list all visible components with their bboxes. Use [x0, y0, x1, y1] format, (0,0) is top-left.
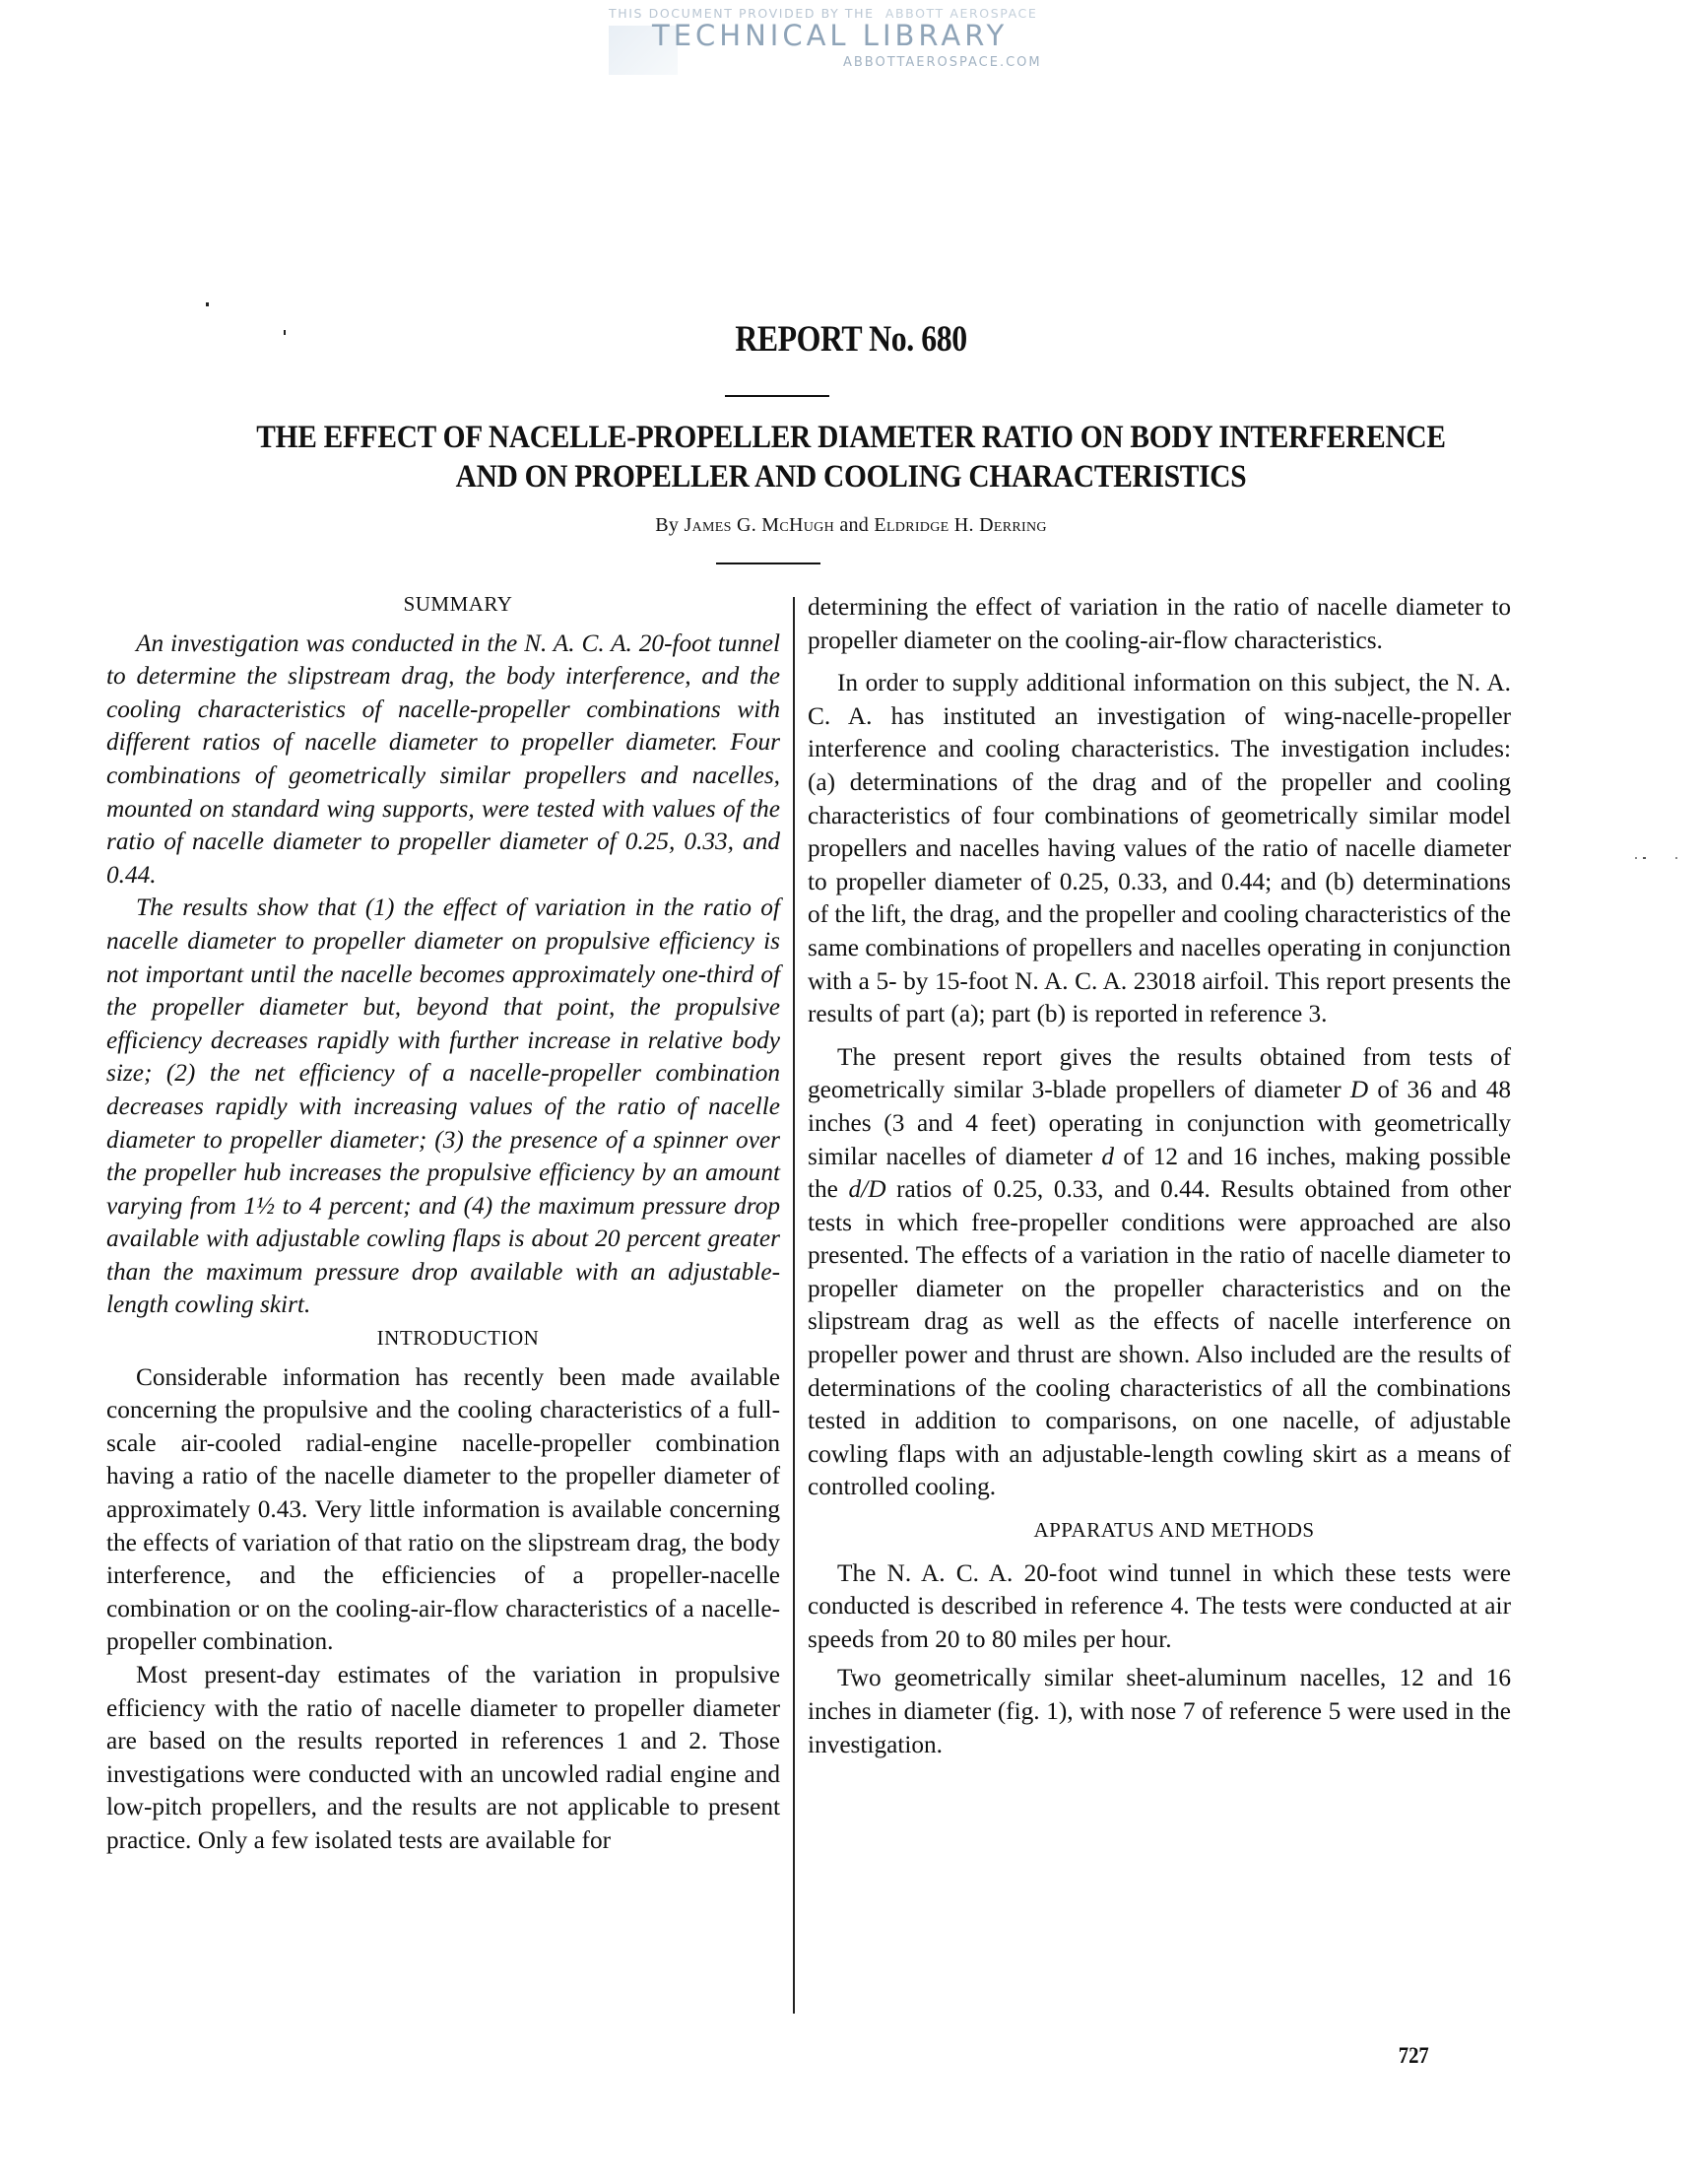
left-column	[106, 588, 780, 1858]
watermark-url: ABBOTTAEROSPACE.COM	[843, 55, 1042, 70]
column-divider	[793, 597, 795, 2014]
page-number: 727	[1398, 2043, 1429, 2068]
introduction-heading: INTRODUCTION	[376, 1326, 540, 1351]
introduction-continued-paragraph: determining the effect of variation in the ratio of nacelle diameter to propeller diameter on the cooling-air-flow characteristics.	[808, 593, 1511, 654]
apparatus-paragraph-1: The N. A. C. A. 20-foot wind tunnel in which these tests were conducted is described in reference 4. The tests were conducted at air speeds from 20 to 80 miles per hour.	[808, 1558, 1511, 1653]
watermark-provided-by: THIS DOCUMENT PROVIDED BY THE ABBOTT AEROSPACE	[609, 6, 1038, 21]
scan-speck	[1635, 857, 1637, 859]
author-2: Eldridge H. Derring	[874, 514, 1047, 536]
apparatus-paragraph-2: Two geometrically similar sheet-aluminum nacelles, 12 and 16 inches in diameter (fig. 1), with nose 7 of reference 5 were used in the investigation.	[808, 1664, 1511, 1758]
introduction-paragraph-3: In order to supply additional information on this subject, the N. A. C. A. has instituted an investigation of wing-nacelle-propeller interference and cooling characteristics. The investigation includes: (a) determinations of the drag and of the propeller and cooling characteristics of four combinations of geometrically similar model propellers and nacelles having values of the ratio of nacelle diameter to propeller diameter of 0.25, 0.33, and 0.44; and (b) determinations of the lift, the drag, and the propeller and cooling characteristics of the same combinations of propellers and nacelles operating in conjunction with a 5- by 15-foot N. A. C. A. 23018 airfoil. This report presents the results of part (a); part (b) is reported in reference 3.	[808, 669, 1511, 1028]
header-rule-top	[725, 395, 829, 397]
byline: By James G. McHugh and Eldridge H. Derring	[655, 514, 1047, 536]
scan-speck	[1675, 857, 1677, 859]
scan-speck	[206, 302, 209, 306]
summary-paragraph-1: An investigation was conducted in the N. A. C. A. 20-foot tunnel to determine the slipstream drag, the body interference, and the cooling characteristics of nacelle-propeller combinations with different ratios of nacelle diameter to propeller diameter. Four combinations of geometrically similar propellers and nacelles, mounted on standard wing supports, were tested with values of the ratio of nacelle diameter to propeller diameter of 0.25, 0.33, and 0.44.	[106, 629, 780, 889]
title-line-1: THE EFFECT OF NACELLE-PROPELLER DIAMETER RATIO ON BODY INTERFERENCE	[256, 420, 1446, 455]
header-rule-bottom	[716, 563, 820, 564]
watermark-technical-library: TECHNICAL LIBRARY	[652, 19, 1009, 52]
introduction-paragraph-2: Most present-day estimates of the variation in propulsive efficiency with the ratio of nacelle diameter to propeller diameter are based on the results reported in references 1 and 2. Those investigations were conducted with an uncowled radial engine and low-pitch propellers, and the results are not applicable to present practice. Only a few isolated tests are available for	[106, 1661, 780, 1854]
summary-paragraph-2: The results show that (1) the effect of variation in the ratio of nacelle diameter to propeller diameter on propulsive efficiency is not important until the nacelle becomes approximately one-third of the propeller diameter but, beyond that point, the propulsive efficiency decreases rapidly with further increase in relative body size; (2) the net efficiency of a nacelle-propeller combination decreases rapidly with increasing values of the ratio of nacelle diameter to propeller diameter; (3) the presence of a spinner over the propeller hub increases the propulsive efficiency by an amount varying from 1½ to 4 percent; and (4) the maximum pressure drop available with adjustable cowling flaps is about 20 percent greater than the maximum pressure drop available with an adjustable-length cowling skirt.	[106, 893, 780, 1319]
apparatus-heading: APPARATUS AND METHODS	[1033, 1518, 1315, 1543]
introduction-paragraph-1: Considerable information has recently been made available concerning the propulsive and the cooling characteristics of a full-scale air-cooled radial-engine nacelle-propeller combination having a ratio of the nacelle diameter to the propeller diameter of approximately 0.43. Very little information is available concerning the effects of variation of that ratio on the slipstream drag, the body interference, and the efficiencies of a propeller-nacelle combination or on the cooling-air-flow characteristics of a nacelle-propeller combination.	[106, 1362, 780, 1656]
paper-title	[0, 418, 1702, 496]
introduction-paragraph-4: The present report gives the results obtained from tests of geometrically similar 3-blade propellers of diameter D of 36 and 48 inches (3 and 4 feet) operating in conjunction with geometrically similar nacelles of diameter d of 12 and 16 inches, making possible the d/D ratios of 0.25, 0.33, and 0.44. Results obtained from other tests in which free-propeller conditions were approached are also presented. The effects of a variation in the ratio of nacelle diameter to propeller diameter on the propeller characteristics and on the slipstream drag as well as the effects of nacelle interference on propeller power and thrust are shown. Also included are the results of determinations of the cooling characteristics of all the combinations tested in addition to comparisons, on one nacelle, of adjustable cowling flaps with an adjustable-length cowling skirt as a means of controlled cooling.	[808, 1042, 1511, 1501]
title-line-2: AND ON PROPELLER AND COOLING CHARACTERISTICS	[455, 459, 1247, 495]
scan-speck	[1643, 857, 1646, 859]
right-column	[808, 591, 1511, 1761]
report-number: REPORT No. 680	[735, 319, 967, 360]
abbott-aerospace-watermark	[601, 4, 1093, 75]
summary-heading: SUMMARY	[403, 592, 513, 616]
author-1: James G. McHugh	[684, 514, 835, 536]
